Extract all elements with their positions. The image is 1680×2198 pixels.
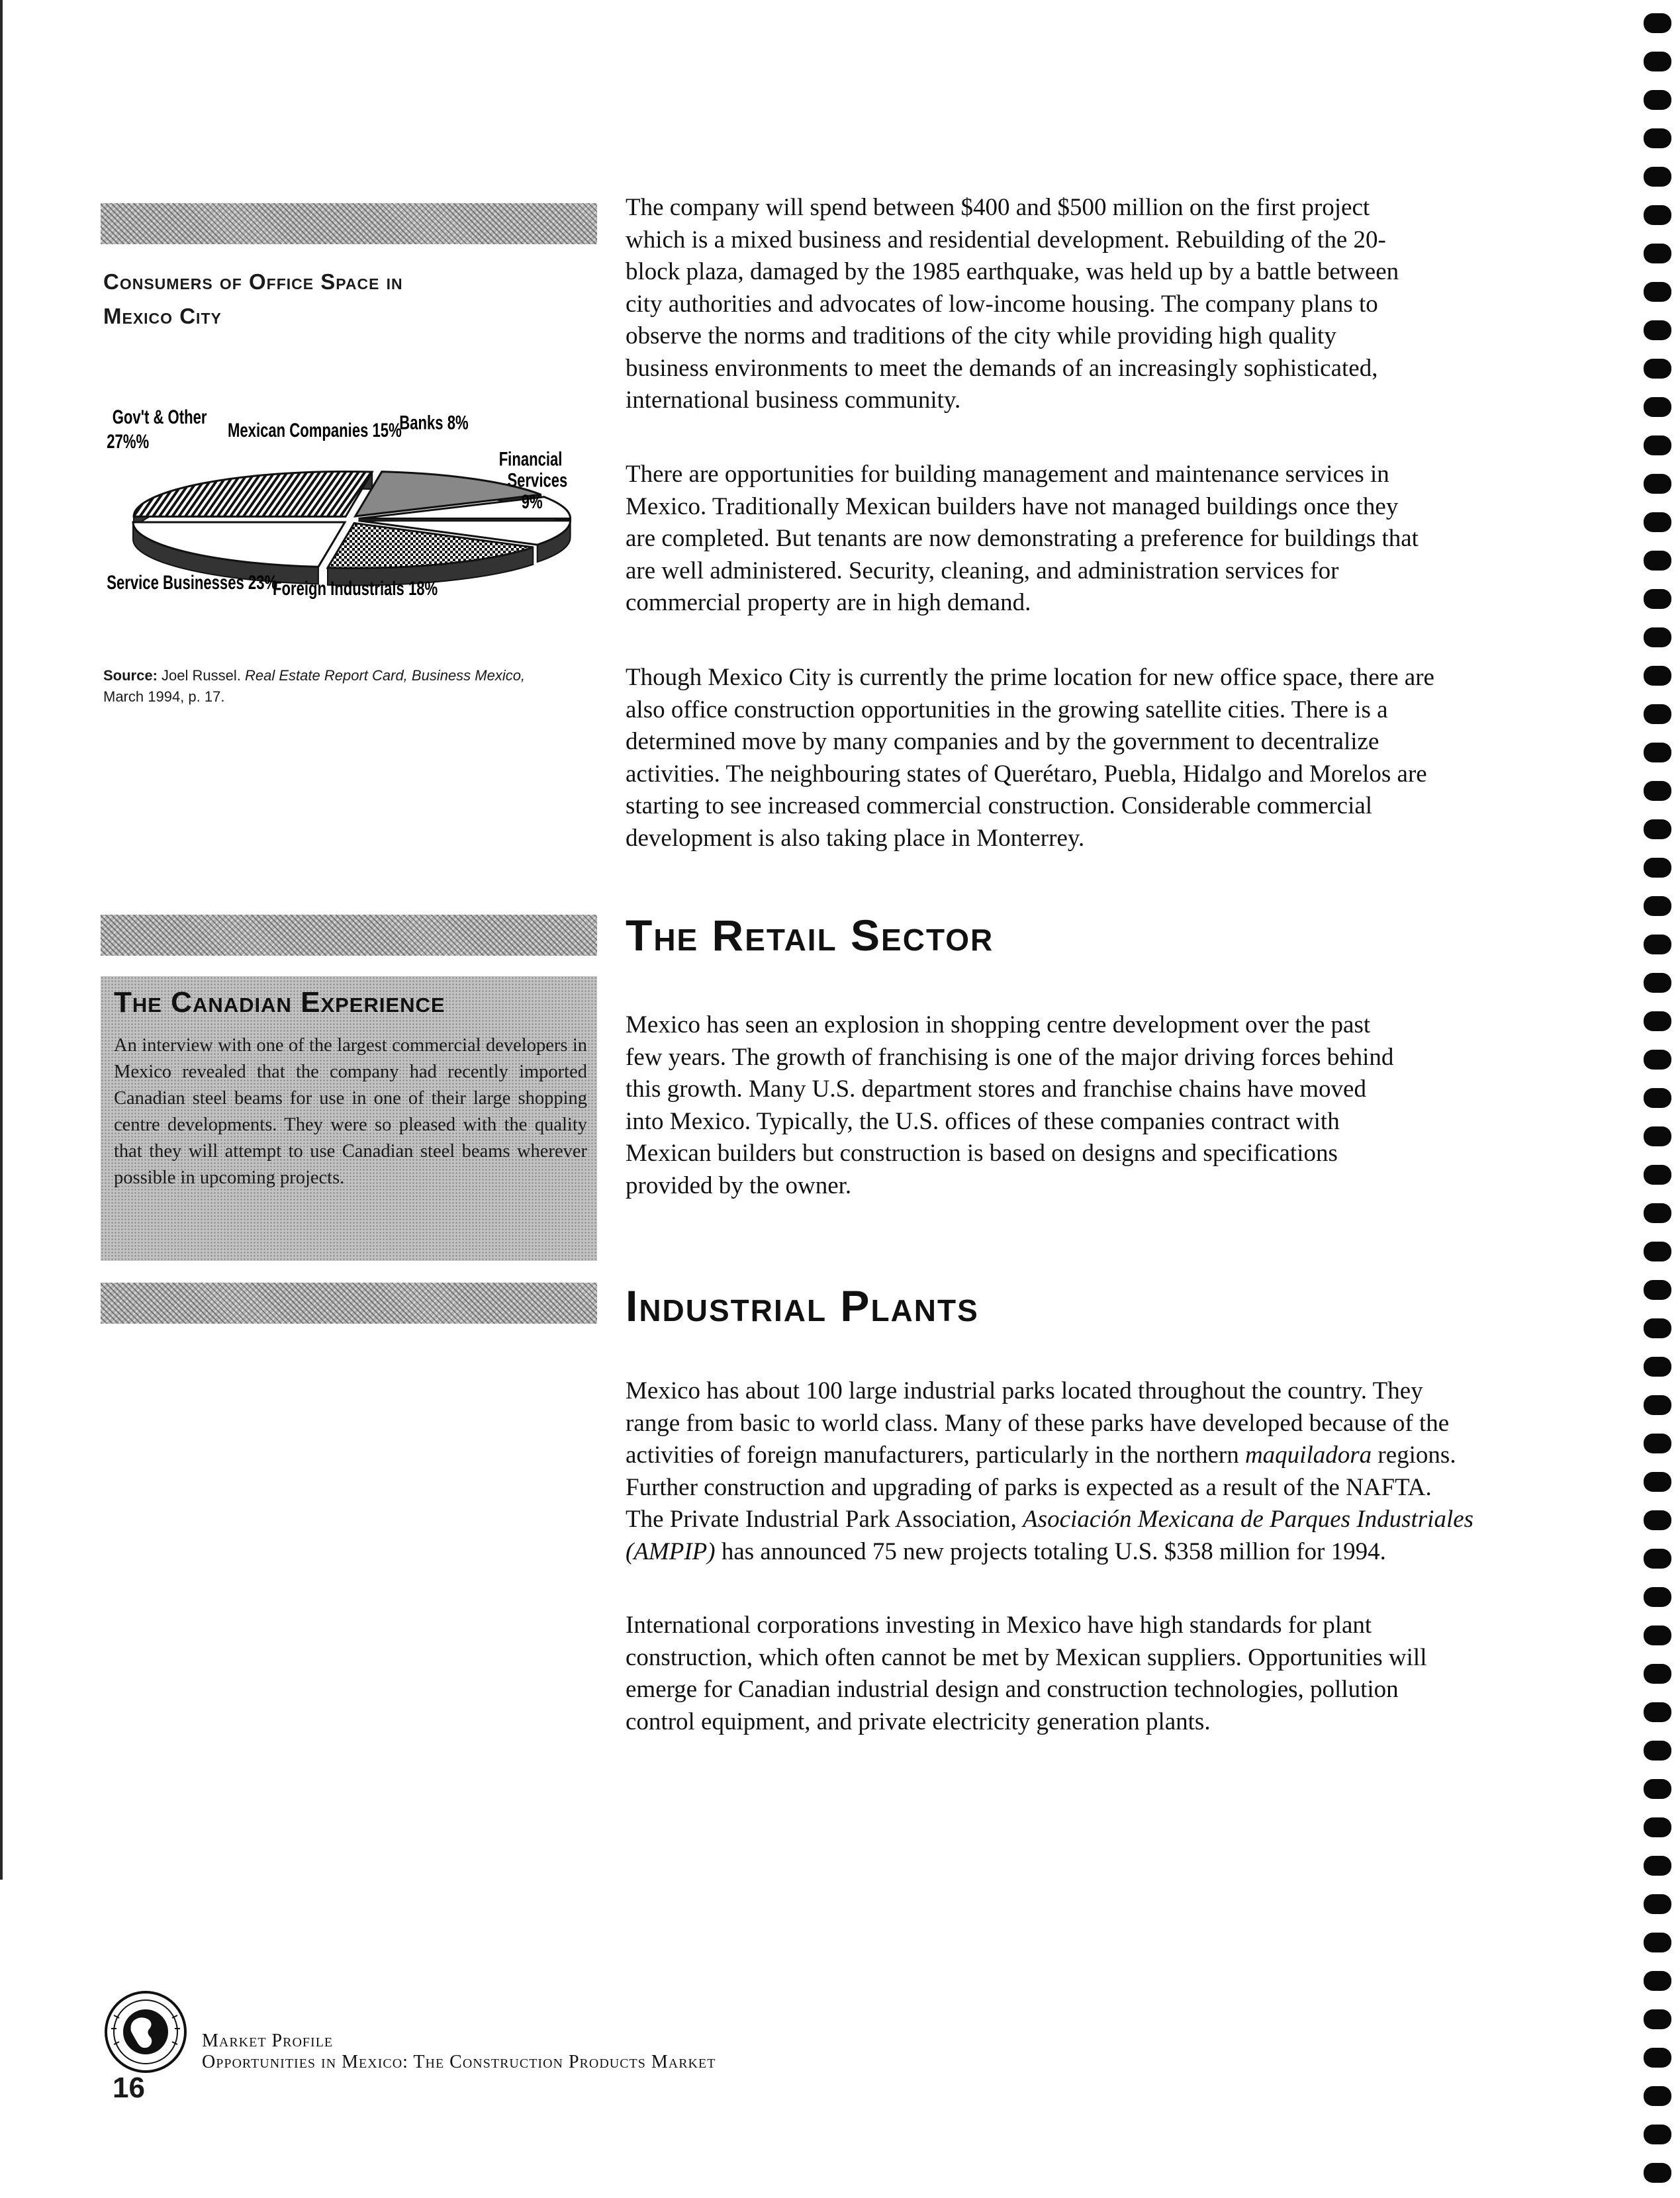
binder-hole	[1644, 320, 1671, 340]
text-line: range from basic to world class. Many of these parks have developed because of the	[626, 1409, 1450, 1437]
text-line: activities. The neighbouring states of Querétaro, Puebla, Hidalgo and Morelos are	[626, 760, 1427, 788]
binder-hole	[1644, 90, 1671, 110]
binder-hole	[1644, 1203, 1671, 1223]
source-title: Real Estate Report Card, Business Mexico,	[245, 667, 526, 684]
binder-hole	[1644, 551, 1671, 571]
paragraph-retail	[626, 1009, 1599, 1202]
binder-hole	[1644, 13, 1671, 33]
label-financial-3: 9%	[521, 490, 543, 513]
binder-hole	[1644, 1510, 1671, 1530]
text-line	[626, 1536, 1599, 1569]
binder-hole	[1644, 1971, 1671, 1991]
text-line: development is also taking place in Monterrey.	[626, 824, 1085, 852]
binder-hole	[1644, 935, 1671, 954]
binder-hole	[1644, 704, 1671, 724]
binder-hole	[1644, 896, 1671, 916]
paragraph-building-management	[626, 459, 1599, 619]
binder-hole	[1644, 435, 1671, 455]
binder-hole	[1644, 1472, 1671, 1492]
label-govt-other: Gov't & Other	[112, 405, 207, 429]
binder-hole	[1644, 1395, 1671, 1415]
binder-hole	[1644, 1050, 1671, 1070]
binder-hole	[1644, 858, 1671, 878]
binder-hole	[1644, 781, 1671, 801]
binder-hole	[1644, 2086, 1671, 2106]
paragraph-industrial-parks	[626, 1375, 1599, 1568]
binder-hole	[1644, 1587, 1671, 1607]
text-line: business environments to meet the demands of an increasingly sophisticated,	[626, 354, 1378, 382]
binder-hole	[1644, 1664, 1671, 1684]
label-govt-other-value: 27%%	[107, 430, 150, 453]
paragraph-plant-standards	[626, 1610, 1599, 1738]
text-line: which is a mixed business and residential development. Rebuilding of the 20-	[626, 226, 1386, 253]
text-line: observe the norms and traditions of the city while providing high quality	[626, 322, 1336, 349]
text-line: The company will spend between $400 and $500 million on the first project	[626, 194, 1370, 221]
binder-hole	[1644, 244, 1671, 263]
binder-hole	[1644, 2163, 1671, 2183]
source-date: March 1994, p. 17.	[103, 688, 225, 705]
text-line: There are opportunities for building management and maintenance services in	[626, 461, 1389, 488]
text-line: international business community.	[626, 387, 961, 414]
binder-hole	[1644, 1357, 1671, 1377]
text-line: few years. The growth of franchising is one of the major driving forces behind	[626, 1043, 1394, 1071]
text-line: determined move by many companies and by the government to decentralize	[626, 728, 1379, 755]
text-line: block plaza, damaged by the 1985 earthquake, was held up by a battle between	[626, 258, 1399, 285]
chart-title	[103, 265, 593, 334]
text-span: activities of foreign manufacturers, particularly in the northern	[626, 1442, 1245, 1469]
chart-title-line1: Consumers of Office Space in	[103, 269, 403, 294]
italic-term: Asociación Mexicana de Parques Industriales	[1023, 1506, 1474, 1533]
text-line: control equipment, and private electricity generation plants.	[626, 1708, 1211, 1735]
footer-market-profile: Market Profile	[202, 2031, 334, 2051]
chart-source	[103, 665, 580, 708]
text-line: construction, which often cannot be met by Mexican suppliers. Opportunities will	[626, 1643, 1427, 1671]
binder-hole	[1644, 1242, 1671, 1261]
binder-hole	[1644, 1280, 1671, 1300]
binder-hole	[1644, 1817, 1671, 1837]
binder-hole	[1644, 666, 1671, 686]
binder-hole	[1644, 52, 1671, 71]
slice-govt-other	[134, 471, 372, 516]
office-space-pie-chart	[93, 397, 609, 649]
source-author: Joel Russel.	[162, 667, 241, 684]
text-span: regions.	[1372, 1442, 1456, 1469]
text-line	[626, 1504, 1599, 1536]
binder-hole	[1644, 474, 1671, 494]
binder-hole	[1644, 1549, 1671, 1569]
paragraph-satellite-cities	[626, 662, 1599, 854]
text-line	[626, 1440, 1599, 1472]
binder-hole	[1644, 743, 1671, 762]
text-line: this growth. Many U.S. department stores and franchise chains have moved	[626, 1076, 1366, 1103]
label-foreign-industrials: Foreign Industrials 18%	[273, 576, 438, 600]
text-line: Mexican builders but construction is based on designs and specifications	[626, 1140, 1338, 1167]
binder-hole	[1644, 1741, 1671, 1761]
text-span: has announced 75 new projects totaling U.S. $358 million for 1994.	[715, 1537, 1386, 1565]
page-number: 16	[113, 2072, 145, 2104]
left-margin-rule	[0, 0, 3, 1880]
text-line: International corporations investing in Mexico have high standards for plant	[626, 1612, 1372, 1639]
chart-title-line2: Mexico City	[103, 304, 222, 328]
binder-hole	[1644, 512, 1671, 532]
binder-hole	[1644, 973, 1671, 993]
binder-hole	[1644, 2048, 1671, 2068]
binder-hole	[1644, 1126, 1671, 1146]
globe-logo-icon	[99, 1989, 192, 2075]
binder-hole	[1644, 1165, 1671, 1185]
binder-hole	[1644, 397, 1671, 417]
label-service-businesses: Service Businesses 23%	[107, 571, 278, 594]
text-line: Further construction and upgrading of parks is expected as a result of the NAFTA.	[626, 1473, 1432, 1501]
text-line: starting to see increased commercial construction. Considerable commercial	[626, 792, 1373, 819]
footer-publication-title: Opportunities in Mexico: The Construction Products Market	[202, 2052, 716, 2072]
binder-hole	[1644, 359, 1671, 379]
sidebar-divider-bar-2	[101, 1283, 597, 1324]
text-line: also office construction opportunities in the growing satellite cities. There is a	[626, 696, 1388, 723]
binder-hole	[1644, 627, 1671, 647]
binder-hole	[1644, 1894, 1671, 1914]
pie-slices	[133, 471, 571, 585]
binder-hole	[1644, 1318, 1671, 1338]
label-banks: Banks 8%	[399, 411, 469, 434]
text-line: Mexico. Traditionally Mexican builders have not managed buildings once they	[626, 492, 1399, 520]
label-financial-2: Services	[507, 469, 568, 492]
canadian-experience-title: The Canadian Experience	[114, 986, 445, 1019]
binder-hole	[1644, 282, 1671, 302]
text-line: provided by the owner.	[626, 1171, 852, 1199]
heading-industrial-plants: Industrial Plants	[626, 1281, 979, 1330]
text-line: commercial property are in high demand.	[626, 589, 1031, 616]
text-span: The Private Industrial Park Association,	[626, 1506, 1023, 1533]
binder-hole	[1644, 1933, 1671, 1952]
binder-hole	[1644, 1626, 1671, 1645]
binder-hole	[1644, 1702, 1671, 1722]
binder-hole	[1644, 1434, 1671, 1453]
binder-hole	[1644, 589, 1671, 609]
canadian-experience-text: An interview with one of the largest commercial developers in Mexico revealed that the company had recently imported Canadian steel beams for use in one of their large shopping centre developments. They were so pleased with the quality that they will attempt to use Canadian steel beams wherever possible in upcoming projects.	[114, 1035, 587, 1188]
binder-hole	[1644, 1088, 1671, 1108]
binder-hole	[1644, 128, 1671, 148]
italic-term: maquiladora	[1244, 1442, 1372, 1469]
binder-hole	[1644, 819, 1671, 839]
binder-hole	[1644, 1779, 1671, 1799]
italic-term: (AMPIP)	[626, 1537, 716, 1565]
text-line: emerge for Canadian industrial design and construction technologies, pollution	[626, 1676, 1399, 1703]
heading-retail-sector: The Retail Sector	[626, 911, 994, 960]
label-mexican-companies: Mexican Companies 15%	[228, 418, 402, 441]
binder-hole	[1644, 2009, 1671, 2029]
binder-holes	[1632, 0, 1680, 2198]
binder-hole	[1644, 1856, 1671, 1876]
text-line: Mexico has seen an explosion in shopping centre development over the past	[626, 1011, 1371, 1038]
text-line: into Mexico. Typically, the U.S. offices of these companies contract with	[626, 1107, 1340, 1135]
binder-hole	[1644, 167, 1671, 187]
text-line: city authorities and advocates of low-income housing. The company plans to	[626, 290, 1378, 318]
sidebar-divider-bar	[101, 915, 597, 956]
binder-hole	[1644, 205, 1671, 225]
label-financial-1: Financial	[498, 447, 563, 471]
text-line: Though Mexico City is currently the prime location for new office space, there are	[626, 664, 1434, 691]
source-label: Source:	[103, 667, 158, 684]
chart-header-bar	[101, 203, 597, 244]
binder-hole	[1644, 2125, 1671, 2144]
binder-hole	[1644, 1011, 1671, 1031]
text-line: are completed. But tenants are now demonstrating a preference for buildings that	[626, 525, 1419, 552]
paragraph-office-project	[626, 192, 1599, 417]
text-line: Mexico has about 100 large industrial parks located throughout the country. They	[626, 1377, 1423, 1404]
text-line: are well administered. Security, cleaning, and administration services for	[626, 557, 1339, 584]
